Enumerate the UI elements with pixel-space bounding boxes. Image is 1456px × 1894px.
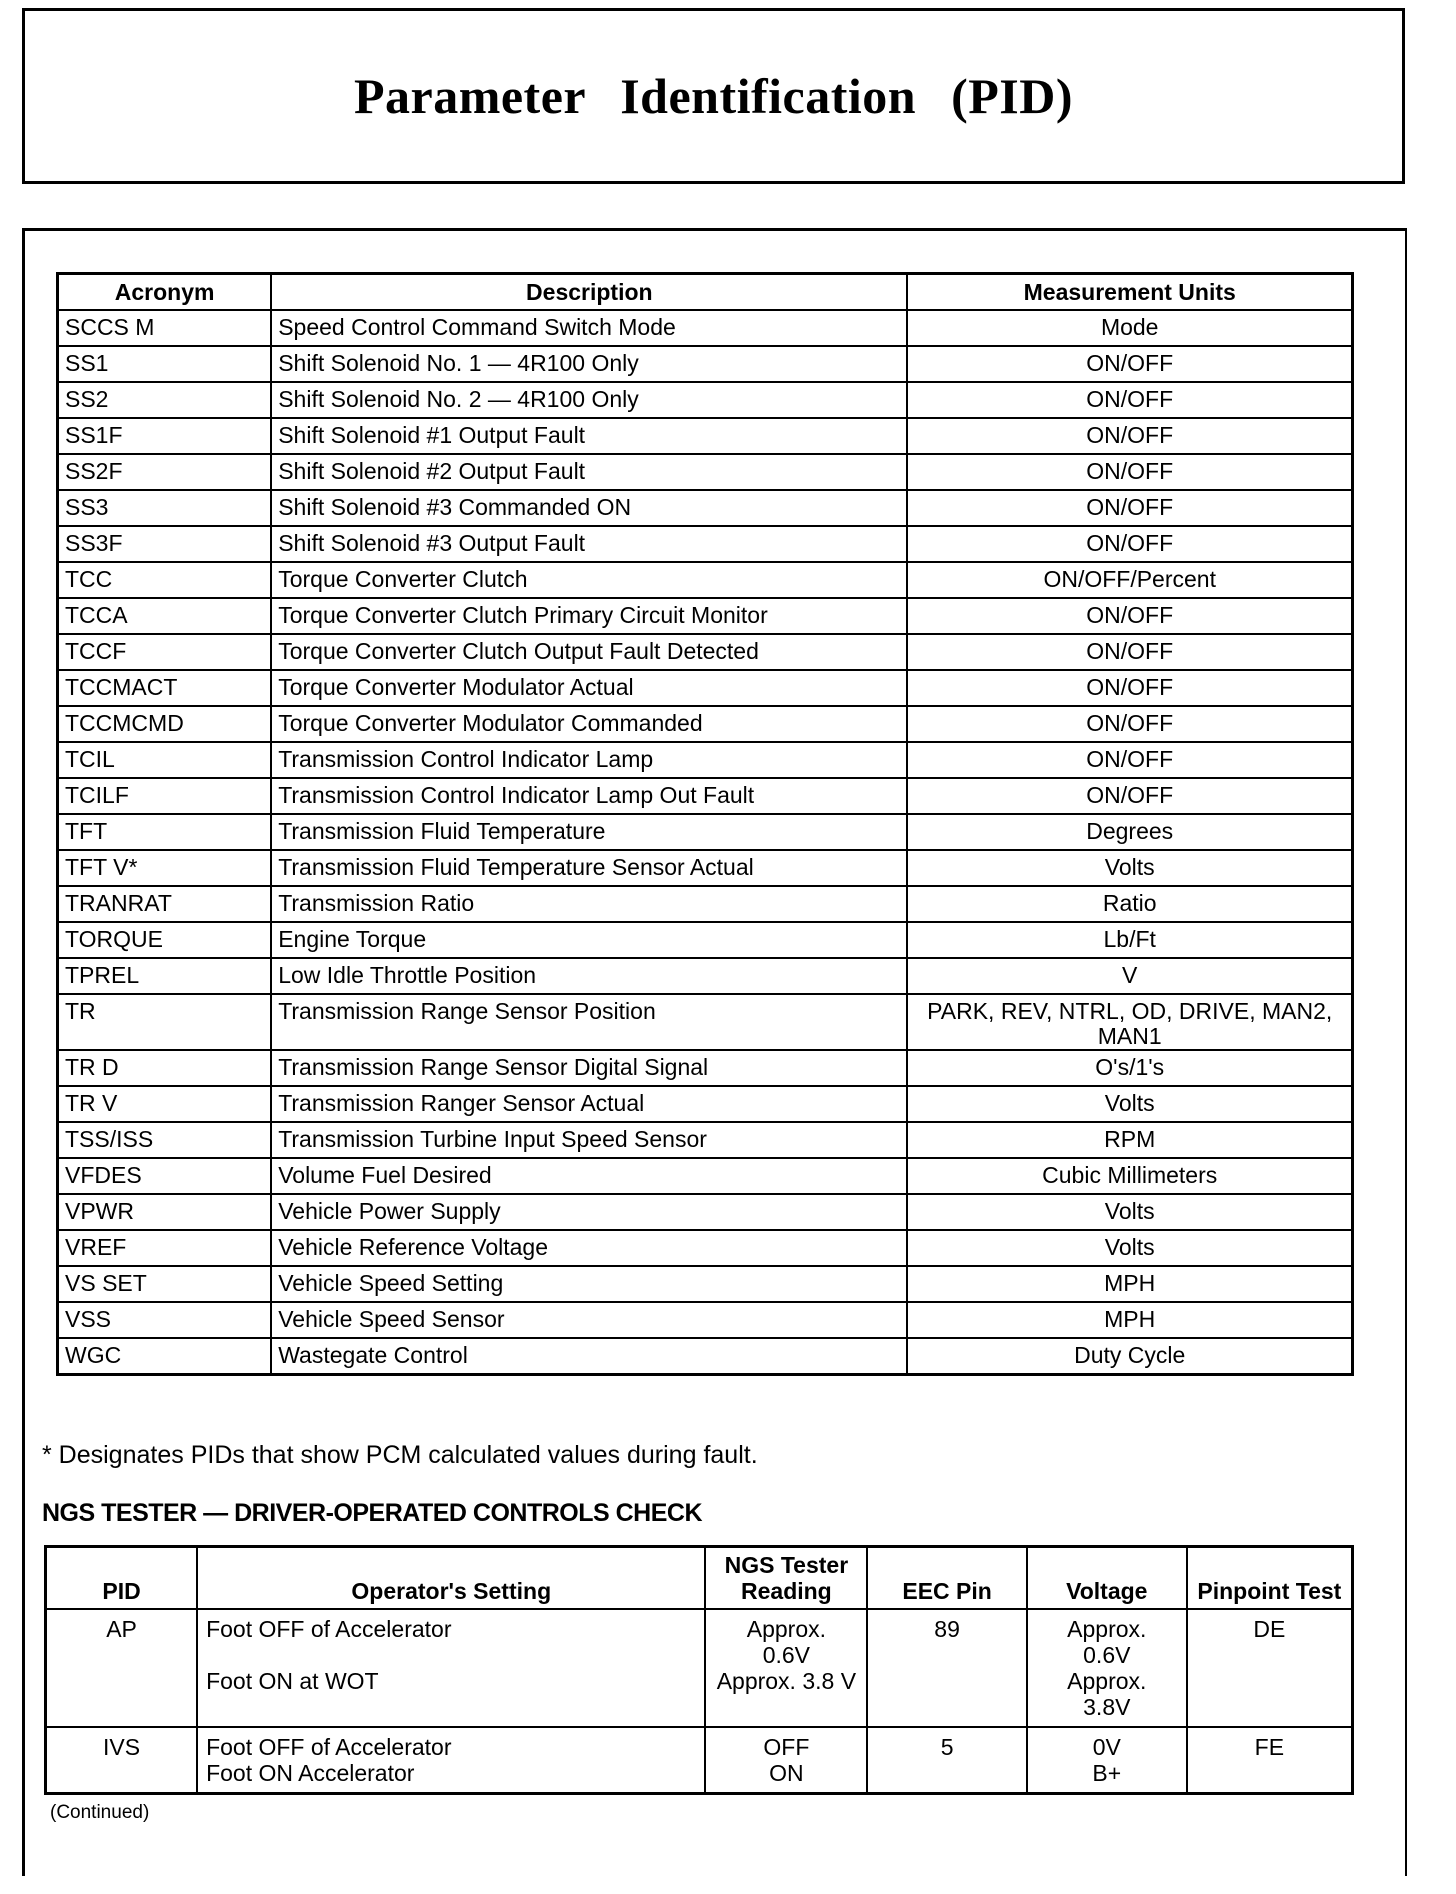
pid-row bbox=[58, 1122, 1353, 1158]
cell-description: Vehicle Reference Voltage bbox=[271, 1230, 907, 1266]
cell-acronym: TSS/ISS bbox=[58, 1122, 272, 1158]
cell-acronym: TCCMACT bbox=[58, 670, 272, 706]
cell-description: Engine Torque bbox=[271, 922, 907, 958]
cell-measurement-units: Volts bbox=[907, 1194, 1352, 1230]
pid-row bbox=[58, 850, 1353, 886]
column-header-eec-pin: EEC Pin bbox=[867, 1547, 1027, 1610]
voltage-line: Approx. 0.6V bbox=[1067, 1616, 1147, 1668]
continued-note: (Continued) bbox=[50, 1802, 150, 1823]
cell-description: Transmission Fluid Temperature Sensor Actual bbox=[271, 850, 907, 886]
pid-row bbox=[58, 742, 1353, 778]
cell-description: Transmission Ranger Sensor Actual bbox=[271, 1086, 907, 1122]
cell-description: Shift Solenoid No. 2 — 4R100 Only bbox=[271, 382, 907, 418]
ngs-cell-reading bbox=[705, 1727, 867, 1794]
cell-measurement-units: Mode bbox=[907, 310, 1352, 346]
cell-measurement-units: Volts bbox=[907, 1086, 1352, 1122]
ngs-cell-pin: 5 bbox=[867, 1727, 1027, 1794]
cell-acronym: SS3 bbox=[58, 490, 272, 526]
cell-measurement-units: RPM bbox=[907, 1122, 1352, 1158]
pid-row bbox=[58, 994, 1353, 1050]
voltage-line: Approx. 3.8V bbox=[1067, 1668, 1147, 1720]
ngs-cell-reading bbox=[705, 1609, 867, 1727]
pid-row bbox=[58, 310, 1353, 346]
cell-acronym: SS3F bbox=[58, 526, 272, 562]
pid-row bbox=[58, 1086, 1353, 1122]
pid-row bbox=[58, 598, 1353, 634]
cell-measurement-units: Cubic Millimeters bbox=[907, 1158, 1352, 1194]
cell-acronym: TCC bbox=[58, 562, 272, 598]
cell-measurement-units: ON/OFF bbox=[907, 598, 1352, 634]
cell-description: Vehicle Speed Setting bbox=[271, 1266, 907, 1302]
cell-acronym: TCIL bbox=[58, 742, 272, 778]
cell-measurement-units: Duty Cycle bbox=[907, 1338, 1352, 1375]
cell-description: Transmission Fluid Temperature bbox=[271, 814, 907, 850]
cell-description: Wastegate Control bbox=[271, 1338, 907, 1375]
cell-acronym: TCCA bbox=[58, 598, 272, 634]
cell-acronym: TFT V* bbox=[58, 850, 272, 886]
reading-line: ON bbox=[769, 1760, 804, 1786]
ngs-cell-voltage bbox=[1027, 1609, 1187, 1727]
cell-acronym: TCCMCMD bbox=[58, 706, 272, 742]
setting-line: Foot ON at WOT bbox=[206, 1668, 379, 1694]
pid-row bbox=[58, 1194, 1353, 1230]
pid-row bbox=[58, 490, 1353, 526]
ngs-cell-setting bbox=[197, 1609, 705, 1727]
ngs-table bbox=[44, 1545, 1354, 1795]
cell-description: Shift Solenoid #2 Output Fault bbox=[271, 454, 907, 490]
reading-line: Approx. 3.8 V bbox=[716, 1668, 857, 1694]
pid-row bbox=[58, 1230, 1353, 1266]
ngs-table-row bbox=[46, 1609, 1353, 1727]
cell-acronym: TCILF bbox=[58, 778, 272, 814]
cell-acronym: TR bbox=[58, 994, 272, 1050]
ngs-table-row bbox=[46, 1727, 1353, 1794]
ngs-table-header-row bbox=[46, 1547, 1353, 1610]
cell-acronym: VREF bbox=[58, 1230, 272, 1266]
cell-description: Volume Fuel Desired bbox=[271, 1158, 907, 1194]
cell-measurement-units: ON/OFF/Percent bbox=[907, 562, 1352, 598]
pid-row bbox=[58, 634, 1353, 670]
pid-table-body bbox=[58, 310, 1353, 1375]
pid-row bbox=[58, 562, 1353, 598]
page-title: Parameter Identification (PID) bbox=[353, 68, 1073, 124]
voltage-line: B+ bbox=[1092, 1760, 1122, 1786]
cell-description: Transmission Control Indicator Lamp Out Fault bbox=[271, 778, 907, 814]
reading-line: OFF bbox=[763, 1734, 810, 1760]
cell-acronym: VPWR bbox=[58, 1194, 272, 1230]
cell-measurement-units: MPH bbox=[907, 1266, 1352, 1302]
cell-description: Torque Converter Clutch Output Fault Detected bbox=[271, 634, 907, 670]
ngs-cell-pin: 89 bbox=[867, 1609, 1027, 1727]
pid-row bbox=[58, 886, 1353, 922]
cell-description: Shift Solenoid #1 Output Fault bbox=[271, 418, 907, 454]
cell-measurement-units: Degrees bbox=[907, 814, 1352, 850]
ngs-cell-pinpoint: FE bbox=[1187, 1727, 1353, 1794]
cell-measurement-units: Lb/Ft bbox=[907, 922, 1352, 958]
cell-description: Low Idle Throttle Position bbox=[271, 958, 907, 994]
pid-row bbox=[58, 382, 1353, 418]
cell-measurement-units: MPH bbox=[907, 1302, 1352, 1338]
cell-description: Transmission Turbine Input Speed Sensor bbox=[271, 1122, 907, 1158]
cell-measurement-units: ON/OFF bbox=[907, 634, 1352, 670]
ngs-cell-voltage bbox=[1027, 1727, 1187, 1794]
cell-description: Shift Solenoid #3 Output Fault bbox=[271, 526, 907, 562]
setting-line: Foot OFF of Accelerator bbox=[206, 1616, 452, 1642]
column-header-description: Description bbox=[271, 274, 907, 311]
cell-description: Transmission Ratio bbox=[271, 886, 907, 922]
cell-description: Transmission Range Sensor Position bbox=[271, 994, 907, 1050]
pid-table bbox=[56, 272, 1354, 1376]
cell-description: Shift Solenoid #3 Commanded ON bbox=[271, 490, 907, 526]
cell-measurement-units: Ratio bbox=[907, 886, 1352, 922]
pid-row bbox=[58, 814, 1353, 850]
ngs-cell-pid: AP bbox=[46, 1609, 198, 1727]
cell-measurement-units: ON/OFF bbox=[907, 490, 1352, 526]
pid-row bbox=[58, 1338, 1353, 1375]
cell-measurement-units: ON/OFF bbox=[907, 670, 1352, 706]
cell-acronym: TCCF bbox=[58, 634, 272, 670]
pid-row bbox=[58, 922, 1353, 958]
column-header-pid: PID bbox=[46, 1547, 198, 1610]
pid-row bbox=[58, 526, 1353, 562]
cell-measurement-units: V bbox=[907, 958, 1352, 994]
pid-row bbox=[58, 346, 1353, 382]
pid-row bbox=[58, 778, 1353, 814]
cell-measurement-units: ON/OFF bbox=[907, 526, 1352, 562]
cell-acronym: TRANRAT bbox=[58, 886, 272, 922]
voltage-line: 0V bbox=[1092, 1734, 1121, 1760]
pid-row bbox=[58, 1158, 1353, 1194]
ngs-cell-pid: IVS bbox=[46, 1727, 198, 1794]
ngs-cell-setting bbox=[197, 1727, 705, 1794]
setting-line: Foot ON Accelerator bbox=[206, 1760, 415, 1786]
pid-row bbox=[58, 706, 1353, 742]
cell-description: Transmission Range Sensor Digital Signal bbox=[271, 1050, 907, 1086]
cell-acronym: TPREL bbox=[58, 958, 272, 994]
column-header-acronym: Acronym bbox=[58, 274, 272, 311]
cell-acronym: TR V bbox=[58, 1086, 272, 1122]
pid-row bbox=[58, 1302, 1353, 1338]
pid-row bbox=[58, 454, 1353, 490]
cell-description: Speed Control Command Switch Mode bbox=[271, 310, 907, 346]
cell-measurement-units: O's/1's bbox=[907, 1050, 1352, 1086]
cell-measurement-units: Volts bbox=[907, 1230, 1352, 1266]
pid-row bbox=[58, 670, 1353, 706]
cell-measurement-units: ON/OFF bbox=[907, 454, 1352, 490]
cell-description: Transmission Control Indicator Lamp bbox=[271, 742, 907, 778]
cell-measurement-units: ON/OFF bbox=[907, 778, 1352, 814]
cell-description: Torque Converter Clutch Primary Circuit Monitor bbox=[271, 598, 907, 634]
cell-measurement-units: ON/OFF bbox=[907, 418, 1352, 454]
pid-row bbox=[58, 418, 1353, 454]
cell-acronym: WGC bbox=[58, 1338, 272, 1375]
setting-line: Foot OFF of Accelerator bbox=[206, 1734, 452, 1760]
cell-acronym: SS2 bbox=[58, 382, 272, 418]
ngs-section-title: NGS TESTER — DRIVER-OPERATED CONTROLS CHECK bbox=[42, 1499, 703, 1527]
cell-acronym: SCCS M bbox=[58, 310, 272, 346]
cell-measurement-units: Volts bbox=[907, 850, 1352, 886]
column-header-ngs-tester-reading: NGS Tester Reading bbox=[705, 1547, 867, 1610]
column-header-measurement-units: Measurement Units bbox=[907, 274, 1352, 311]
title-box bbox=[22, 8, 1405, 184]
cell-acronym: TORQUE bbox=[58, 922, 272, 958]
cell-description: Shift Solenoid No. 1 — 4R100 Only bbox=[271, 346, 907, 382]
reading-line: Approx. 0.6V bbox=[746, 1616, 826, 1668]
column-header-operator-setting: Operator's Setting bbox=[197, 1547, 705, 1610]
cell-description: Torque Converter Modulator Commanded bbox=[271, 706, 907, 742]
column-header-voltage: Voltage bbox=[1027, 1547, 1187, 1610]
column-header-pinpoint-test: Pinpoint Test bbox=[1187, 1547, 1353, 1610]
cell-measurement-units: ON/OFF bbox=[907, 742, 1352, 778]
cell-measurement-units: PARK, REV, NTRL, OD, DRIVE, MAN2, MAN1 bbox=[907, 994, 1352, 1050]
footnote: * Designates PIDs that show PCM calculated values during fault. bbox=[42, 1441, 758, 1469]
cell-description: Torque Converter Clutch bbox=[271, 562, 907, 598]
cell-measurement-units: ON/OFF bbox=[907, 706, 1352, 742]
cell-measurement-units: ON/OFF bbox=[907, 382, 1352, 418]
cell-acronym: SS1 bbox=[58, 346, 272, 382]
cell-description: Vehicle Speed Sensor bbox=[271, 1302, 907, 1338]
cell-acronym: SS1F bbox=[58, 418, 272, 454]
cell-acronym: VFDES bbox=[58, 1158, 272, 1194]
pid-row bbox=[58, 1050, 1353, 1086]
ngs-cell-pinpoint: DE bbox=[1187, 1609, 1353, 1727]
cell-acronym: SS2F bbox=[58, 454, 272, 490]
cell-description: Vehicle Power Supply bbox=[271, 1194, 907, 1230]
cell-acronym: VSS bbox=[58, 1302, 272, 1338]
cell-description: Torque Converter Modulator Actual bbox=[271, 670, 907, 706]
pid-table-header-row bbox=[58, 274, 1353, 311]
pid-row bbox=[58, 1266, 1353, 1302]
cell-acronym: VS SET bbox=[58, 1266, 272, 1302]
cell-acronym: TFT bbox=[58, 814, 272, 850]
cell-acronym: TR D bbox=[58, 1050, 272, 1086]
cell-measurement-units: ON/OFF bbox=[907, 346, 1352, 382]
pid-row bbox=[58, 958, 1353, 994]
